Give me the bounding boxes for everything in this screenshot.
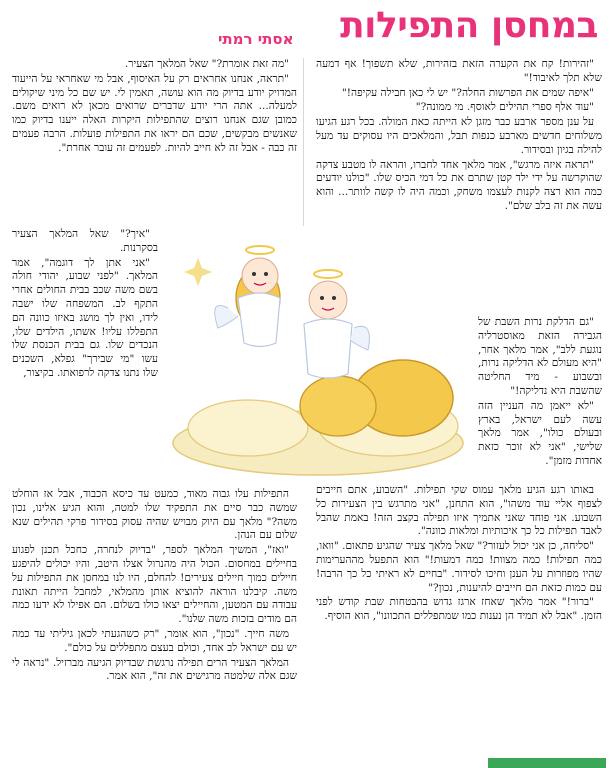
- paragraph: "עוד אלף ספרי תהילים לאוסף. מי ממונה?": [415, 101, 594, 114]
- bottom-right-column: [316, 484, 602, 760]
- author-name: אסתי רמתי: [218, 30, 294, 48]
- paragraph: "ברור!" אמר מלאך שאחז ארגז גדוש בהבטחות שבת קודש לפני הזמן. "אבל לא תמיד הן נענות כמו שמתפללים התכוונו", הוא הוסיף.: [316, 596, 602, 623]
- paragraph: התפילות עלו גבוה מאוד, כמעט עד כיסא הכבוד, אבל אז הוחלט שמשה כבר סיים את התפקיד שלו למטה, והוא הגיע אלינו, נכון משה?" מלאך עם היוק מבויש שהיה עסוק בסידור פרקי תהילים שנא שלום עם הנהן.: [12, 488, 297, 542]
- paragraph: "ואז", המשיך המלאך לספר, "בדיוק לנחרה, כחכל תכנן לפגוע בחיילים במחסום. הכול היה מהנרול אצלו היטב, והיו יכולים להיפגע חיילים כמוך חיילים צעירים! להחלם, היו לנו במחסן את התפילות על משה. קיבלנו הוראה להוציא אותן מהמלאי, למחבל הייתה תאונת עבודה עם המטען, והחיילים יצאו כולו בשלום. הם אפילו לא ידעו כמה הם מודים בזכות משה שלנו".: [12, 544, 297, 626]
- sparkle-icon: [184, 258, 212, 286]
- paragraph: "סליחה, כן אני יכול לעזור?" שאל מלאך צעיר שהגיע פתאום. "וואו, כמה תפילות! כמה מצוות! כמה דמעות!" הוא התפעל מההערימות שהיו מפוזרות על הענן וחיכו לסידור. "בחיים לא ראיתי כל כך הרבה! עם כמות כזאת הם חייבים להיענות, נכון?": [316, 540, 602, 594]
- angels-illustration: [168, 228, 474, 482]
- paragraph: "גם הדלקת נרות השבת של הגבירה הזאת מאוסטרליה נוגעת ללב", אמר מלאך אחר, "היא מעולם לא הדליקה נרות, ובשבוע - מיד החליטה שהשבת היא נדליקה!": [478, 316, 602, 397]
- angel-icon: [215, 246, 280, 347]
- paragraph: באותו רגע הגיע מלאך עמוס שקי תפילות. "השבוע, אתם חייבים לצפוף אליי עוד משהו", הוא התחנן, "אני מתרגש בין הצעירות כל השבוע. אני פוחד שאני אתמיך איזו תפילה בקצב הזה! באמת שהבל לאבד תפילות כל כך איכותיות ומלאות כוונה".: [316, 484, 602, 538]
- paragraph: המלאך הצעיר הרים תפילה נרגשת שבדיוק הגיעה מברזיל. "נראה לי שגם אלה שלמטה מרגישים את זה", הוא אמר.: [12, 656, 297, 683]
- paragraph: "תראה איזה מרגש", אמר מלאך אחד לחברו, והראה לו מטבע צדקה שהוקרשה על ידי ילד קטן שתרם את כל דמי הכיס שלו. "כולנו יודעים כמה הוא רצה לקנות לעצמו משחק, וכמה היה לו קשה לוותר... והוא עשה את זה בלב שלם".: [316, 158, 602, 212]
- angel-icon: [304, 270, 369, 378]
- paragraph: על ענן מספר ארבע כבר מזגן לא הייתה כאת המולה. בכל רגע הגיעו משלוחים חדשים מארבע כנפות תבל, והמלאכים היו עסוקים עד מעל להילה בגיון ובסידור.: [316, 116, 602, 156]
- left-column-top: [12, 58, 297, 226]
- paragraph: "אני אתן לך דוגמה", אמר המלאך. "לפני שבוע, יהודי חולה בשם משה שכב בבית החולים אחרי התקף לב. המשפחה שלו ישבה לידו, ואין לך מושג באיזו כוונה הם התפללו עליו! אשתו, הילדים שלו, הנכדים שלו. גם בבית הכנסת שלו עשו "מי שבירך" גפלא, השכנים שלו נתנו צדקה לרפואתו. בקיצור,: [12, 256, 158, 379]
- paragraph: "איך?" שאל המלאך הצעיר בסקרנות.: [12, 228, 158, 254]
- paragraph: משה חייך. "נכון", הוא אומר, "רק כשהגעתי לכאן גיליתי עד כמה יש עם ישראל לב אחד, וכולם בעצם מתפללים על כולם".: [12, 627, 297, 654]
- bottom-left-column: [12, 488, 297, 756]
- right-column-narrow: [478, 316, 602, 482]
- page-title: במחסן התפילות: [340, 5, 598, 46]
- left-column-narrow: [12, 228, 158, 484]
- green-footer-strip: [488, 758, 606, 768]
- paragraph: "זהירות! קח את הקערה הזאת בזהירות, שלא תשפוך! אף דמעה שלא תלך לאיבוד!": [316, 58, 602, 84]
- column-divider: [303, 58, 304, 226]
- paragraph: "תראה, אנחנו אחראים רק על האיסוף, אבל מי שאחראי על הייעוד המדויק יודע בדיוק מה הוא עושה, תאמין לי. יש שם כל מיני שיקולים למעלה... אתה הרי יודע שדברים שרואים מכאן לא רואים משם. כמובן שגם אנחנו רוצים שהתפילות היקרות האלה ייענו בדיוק כמו שאנשים מבקשים, שכם הם יראו את התפילות פועלות. הרבה פעמים זה כבה - אבל זה לא חייב להיות. לפעמים זה עובר אחרת".: [12, 72, 297, 154]
- angels-illustration-svg: [168, 228, 474, 482]
- paragraph: "לא ייאמן מה העניין הזה עשה לעם ישראל, בארץ ובעולם כולו", אמר מלאך שלישי, "אני לא זוכר כזאת אחדות מזמן".: [478, 399, 602, 467]
- paragraph: "מה זאת אומרת?" שאל המלאך הצעיר.: [124, 58, 289, 70]
- paragraph: "איפה שמים את הפרשות החלה?" יש לי כאן חבילה עקיפה!": [341, 86, 594, 99]
